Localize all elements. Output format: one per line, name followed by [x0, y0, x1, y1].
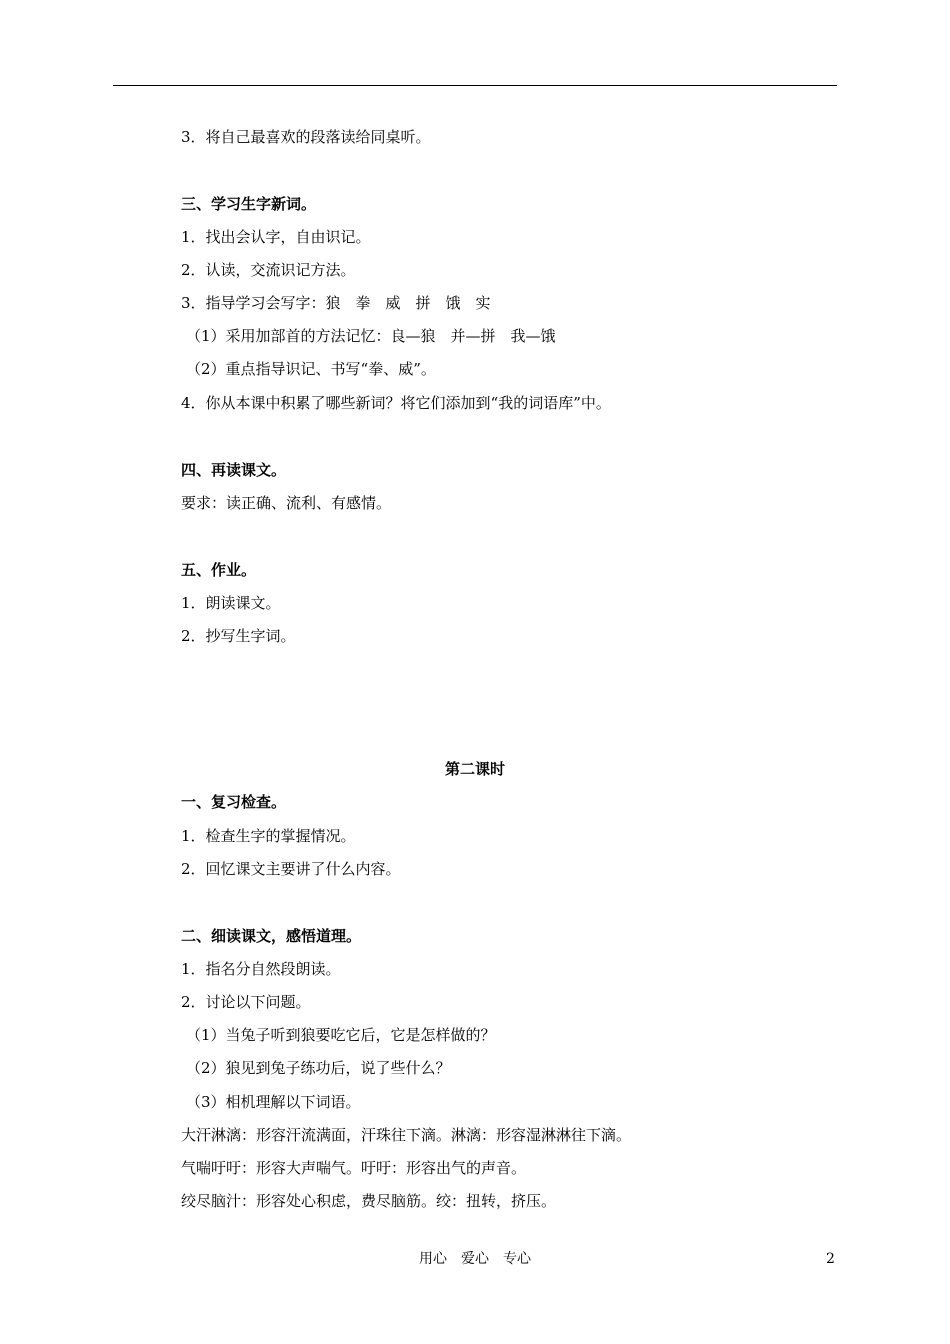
body-line: 3．指导学习会写字：狼 拳 威 拼 饿 实 [181, 294, 491, 312]
body-line: 大汗淋漓：形容汗流满面，汗珠往下滴。淋漓：形容湿淋淋往下滴。 [181, 1126, 632, 1144]
body-line: （2）重点指导识记、书写“拳、威”。 [186, 360, 436, 378]
body-line: 2．回忆课文主要讲了什么内容。 [181, 860, 401, 878]
body-line: 气喘吁吁：形容大声喘气。吁吁：形容出气的声音。 [181, 1159, 527, 1177]
header-rule [113, 85, 837, 86]
body-line: 要求：读正确、流利、有感情。 [181, 494, 392, 512]
body-line: 2．讨论以下问题。 [181, 993, 311, 1011]
body-line: （2）狼见到兔子练功后，说了些什么？ [186, 1059, 451, 1077]
body-line: 2．抄写生字词。 [181, 627, 296, 645]
section-heading: 二、细读课文，感悟道理。 [181, 927, 362, 945]
footer-motto: 用心 爱心 专心 [419, 1251, 531, 1267]
page-number: 2 [826, 1251, 835, 1267]
body-line: （3）相机理解以下词语。 [186, 1093, 361, 1111]
body-line: （1）采用加部首的方法记忆：良—狼 并—拼 我—饿 [186, 327, 556, 345]
body-line: （1）当兔子听到狼要吃它后，它是怎样做的？ [186, 1026, 496, 1044]
body-line: 4．你从本课中积累了哪些新词？将它们添加到“我的词语库”中。 [181, 394, 611, 412]
body-line: 绞尽脑汁：形容处心积虑，费尽脑筋。绞：扭转，挤压。 [181, 1192, 557, 1210]
lesson-title: 第二课时 [444, 760, 505, 778]
body-line: 1．指名分自然段朗读。 [181, 960, 341, 978]
section-heading: 一、复习检查。 [181, 793, 287, 811]
body-line: 1．朗读课文。 [181, 594, 281, 612]
body-line: 1．找出会认字，自由识记。 [181, 228, 371, 246]
section-heading: 四、再读课文。 [181, 461, 287, 479]
body-line: 1．检查生字的掌握情况。 [181, 827, 356, 845]
section-heading: 三、学习生字新词。 [181, 195, 317, 213]
body-line: 2．认读，交流识记方法。 [181, 261, 356, 279]
section-heading: 五、作业。 [181, 561, 257, 579]
body-line: 3．将自己最喜欢的段落读给同桌听。 [181, 128, 431, 146]
